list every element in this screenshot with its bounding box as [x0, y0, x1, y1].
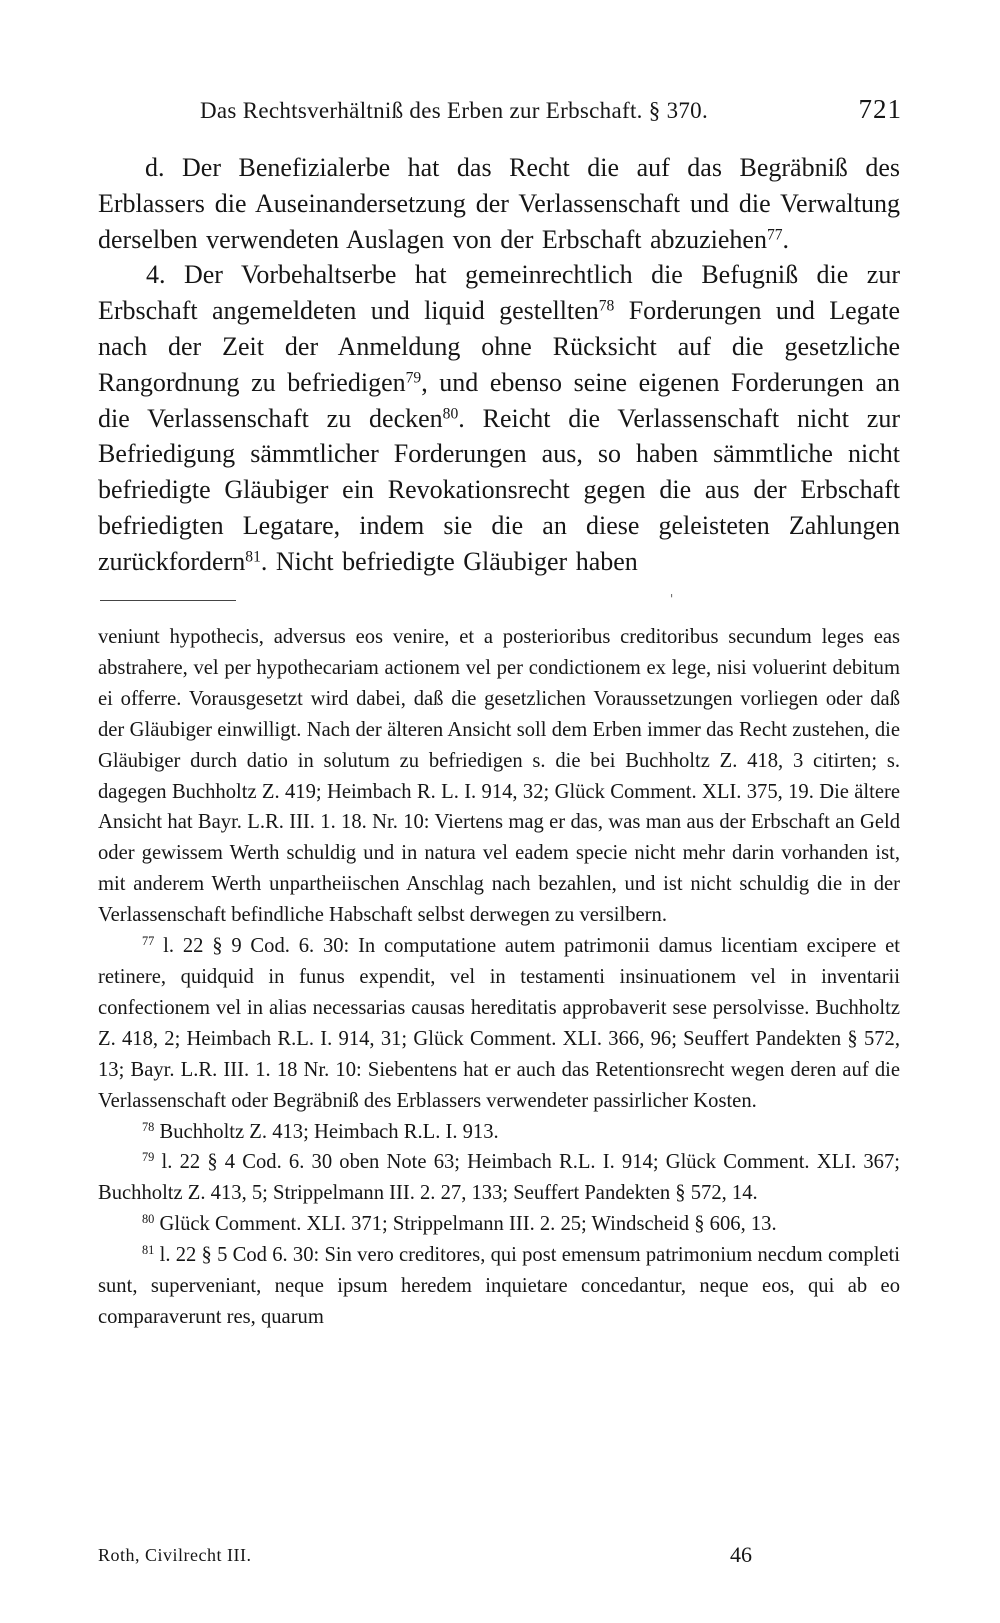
footnote-81-text: l. 22 § 5 Cod 6. 30: Sin vero creditores, qui post emensum patrimonium necdum completi sunt, superveniant, neque ipsum heredem inquietare concedantur, neque eos, qui ab eo comparaverunt res, quarum	[98, 1244, 900, 1328]
paragraph-4-part-e: . Nicht befriedigte Gläubiger haben	[260, 546, 638, 576]
footnote-separator	[100, 600, 236, 601]
footnote-80-text: Glück Comment. XLI. 371; Strippelmann III. 2. 25; Windscheid § 606, 13.	[159, 1213, 777, 1236]
running-title: Das Rechtsverhältniß des Erben zur Erbschaft. § 370.	[200, 98, 709, 123]
paragraph-d-text: d. Der Benefizialerbe hat das Recht die auf das Begräbniß des Erblassers die Auseinandersetzung der Verlassenschaft und die Verwaltung derselben verwendeten Auslagen von der Erbschaft abzuziehen	[98, 153, 900, 254]
paragraph-4-part-b: Forderungen und Legate nach der Zeit der Anmeldung ohne Rücksicht auf die gesetzliche Rangordnung zu befriedigen	[98, 296, 900, 397]
paragraph-d: d. Der Benefizialerbe hat das Recht die auf das Begräbniß des Erblassers die Auseinandersetzung der Verlassenschaft und die Verwaltung derselben verwendeten Auslagen von der Erbschaft abzuziehen$^{77}$.	[98, 153, 900, 254]
footnotes	[98, 622, 900, 1333]
paragraph-4-part-d: . Reicht die Verlassenschaft nicht zur Befriedigung sämmtlicher Forderungen aus, so haben sämmtliche nicht befriedigte Gläubiger ein Revokationsrecht gegen die aus der Erbschaft befriedigten Legatare, indem sie die an diese geleisteten Zahlungen zurückfordern	[98, 403, 900, 576]
footnote-81	[98, 1240, 900, 1333]
page-number: 721	[858, 94, 902, 124]
footnote-79-text: l. 22 § 4 Cod. 6. 30 oben Note 63; Heimbach R.L. I. 914; Glück Comment. XLI. 367; Buchholtz Z. 413, 5; Strippelmann III. 2. 27, 133; Seuffert Pandekten § 572, 14.	[98, 1151, 900, 1205]
paragraph-4-part-a: 4. Der Vorbehaltserbe hat gemeinrechtlich die Befugniß die zur Erbschaft angemeldeten und liquid gestellten	[98, 260, 900, 326]
footnote-81-mark: 81	[142, 1243, 155, 1258]
footnote-79	[98, 1147, 900, 1209]
footnote-78-mark: 78	[142, 1119, 155, 1134]
paragraph-4	[98, 257, 900, 579]
sheet-number: 46	[730, 1542, 752, 1567]
footnote-ref-81: 81	[245, 548, 261, 566]
footnote-78	[98, 1117, 900, 1148]
footnote-ref-78: 78	[598, 297, 615, 315]
footnote-80-mark: 80	[142, 1212, 155, 1227]
footnote-80	[98, 1209, 900, 1240]
footnote-continuation: veniunt hypothecis, adversus eos venire, et a posterioribus creditoribus secundum leges eas abstrahere, vel per hypothecariam actionem vel per condictionem ex lege, nisi voluerint debitum ei offerre. Vorausgesetzt wird dabei, daß die gesetzlichen Voraussetzungen vorliegen oder daß der Gläubiger einwilligt. Nach der älteren Ansicht soll dem Erben immer das Recht zustehen, die Gläubiger durch datio in solutum zu befriedigen s. die bei Buchholtz Z. 418, 3 citirten; s. dagegen Buchholtz Z. 419; Heimbach R. L. I. 914, 32; Glück Comment. XLI. 375, 19. Die ältere Ansicht hat Bayr. L.R. III. 1. 18. Nr. 10: Viertens mag er das, was man aus der Erbschaft an Geld oder gewissem Werth schuldig und in natura vel eadem specie nicht mehr darin vorhanden ist, mit anderem Werth unpartheiischen Anschlag nach bezahlen, und ist nicht schuldig die in der Verlassenschaft befindliche Habschaft selbst derwegen zu versilbern.	[98, 626, 900, 927]
footnote-79-mark: 79	[142, 1150, 155, 1165]
footnote-77	[98, 931, 900, 1116]
footnote-78-text: Buchholtz Z. 413; Heimbach R.L. I. 913.	[159, 1120, 499, 1143]
paragraph-4-part-c: , und ebenso seine eigenen Forderungen an die Verlassenschaft zu decken	[98, 367, 900, 433]
signature-line: Roth, Civilrecht III.	[98, 1545, 252, 1565]
footnote-ref-79: 79	[405, 369, 422, 387]
running-head	[200, 94, 902, 138]
footnote-77-text: l. 22 § 9 Cod. 6. 30: In computatione autem patrimonii damus licentiam excipere et retinere, quidquid in funus expendit, vel in testamenti insinuationem vel in inventarii confectionem vel in alias necessarias causas hereditatis approbaverit sese persolvisse. Buchholtz Z. 418, 2; Heimbach R.L. I. 914, 31; Glück Comment. XLI. 366, 96; Seuffert Pandekten § 572, 13; Bayr. L.R. III. 1. 18 Nr. 10: Siebentens hat er auch das Retentionsrecht wegen deren auf die Verlassenschaft oder Begräbniß des Erblassers verwendeter passirlicher Kosten.	[98, 935, 901, 1112]
footnote-ref-77: 77	[766, 226, 783, 244]
main-text	[98, 150, 900, 580]
print-mark: '	[670, 592, 674, 606]
footnote-ref-80: 80	[442, 405, 459, 422]
footnote-77-mark: 77	[142, 934, 155, 949]
